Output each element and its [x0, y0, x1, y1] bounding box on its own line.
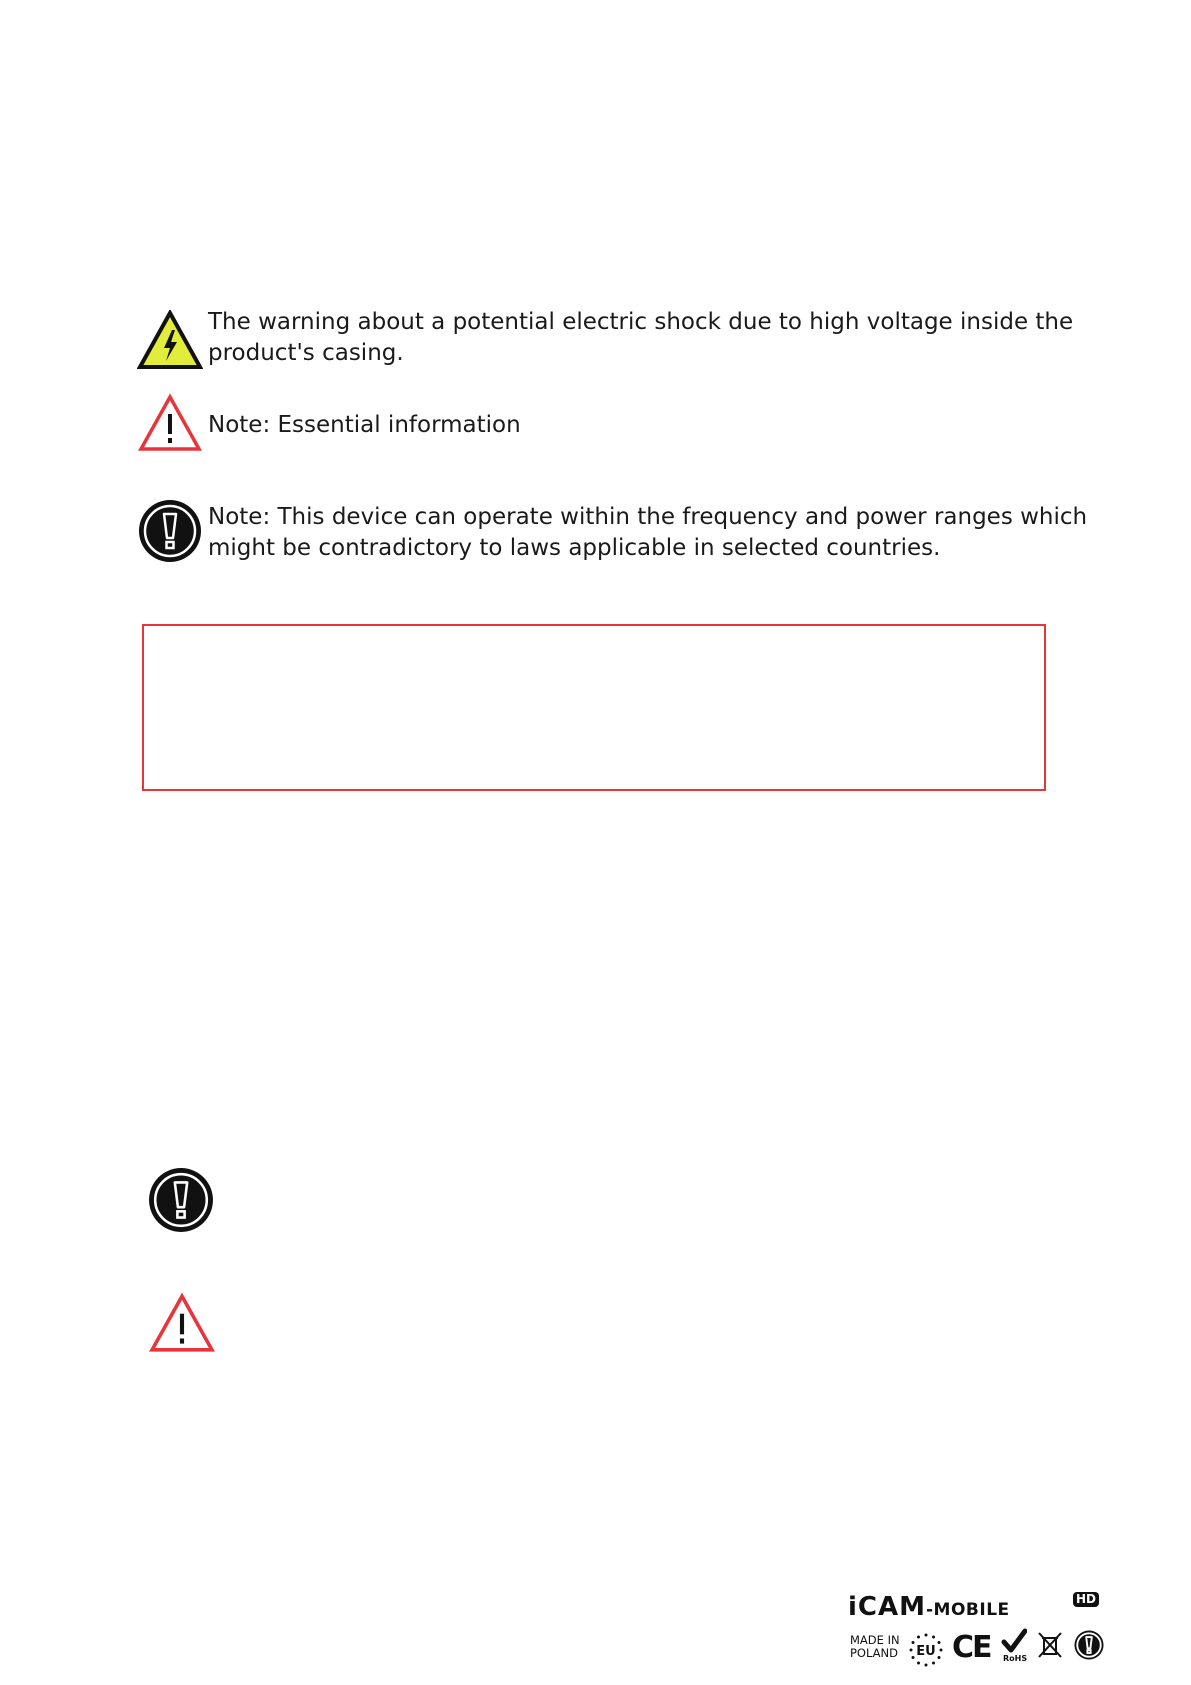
exclamation-circle-icon: [1074, 1630, 1104, 1660]
brand-main: iCAM: [848, 1592, 926, 1622]
exclamation-circle-icon: [148, 1167, 214, 1233]
note-electric-shock-text: The warning about a potential electric shock due to high voltage inside the product's casing.: [208, 309, 1074, 366]
eu-label: EU: [916, 1644, 936, 1659]
ce-mark-icon: CE: [952, 1630, 991, 1665]
footer-branding: [848, 1592, 1108, 1672]
electric-shock-warning-icon: [137, 310, 203, 370]
warning-box: [142, 624, 1046, 791]
brand-logo: [848, 1592, 1010, 1622]
note-essential-text: Note: Essential information: [208, 412, 521, 438]
rohs-label: RoHS: [1003, 1654, 1028, 1663]
eu-stars-icon: [908, 1632, 944, 1668]
caution-triangle-icon: [148, 1292, 216, 1354]
note-frequency-text: Note: This device can operate within the frequency and power ranges which might be contradictory to laws applicable in selected countries.: [208, 504, 1088, 561]
rohs-check-icon: [1001, 1628, 1027, 1654]
brand-suffix: -MOBILE: [926, 1600, 1010, 1620]
caution-triangle-icon: [137, 393, 203, 453]
made-in-poland-label: MADE IN POLAND: [850, 1633, 900, 1660]
exclamation-circle-icon: [138, 499, 202, 563]
weee-bin-icon: [1036, 1630, 1064, 1660]
hd-badge: HD: [1073, 1592, 1099, 1607]
